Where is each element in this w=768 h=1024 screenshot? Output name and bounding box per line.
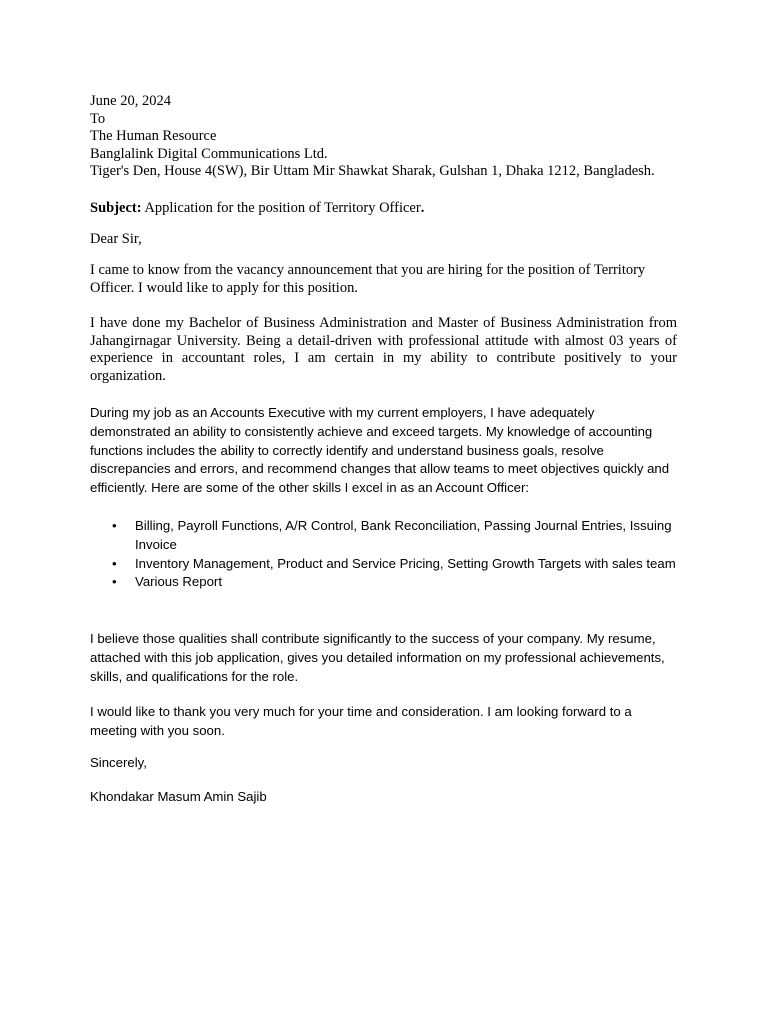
recipient-title: The Human Resource: [90, 128, 217, 145]
salutation: Dear Sir,: [90, 231, 142, 247]
to-line: To: [90, 110, 106, 127]
skill-item: [90, 517, 677, 555]
company-address: Tiger's Den, House 4(SW), Bir Uttam Mir Shawkat Sharak, Gulshan 1, Dhaka 1212, Bangladesh.: [90, 163, 655, 180]
letter-header: [90, 93, 677, 181]
skill-item: [90, 573, 677, 592]
closing: Sincerely,: [90, 755, 147, 770]
skill-item: [90, 555, 677, 574]
subject-label: Subject:: [90, 200, 142, 216]
paragraph-qualities: I believe those qualities shall contribute significantly to the success of your company. My resume, attached with this job application, gives you detailed information on my professional achievements, skills, and qualifications for the role.: [90, 631, 665, 684]
bullet-icon: •: [112, 518, 117, 533]
skill-text: Various Report: [135, 574, 222, 590]
paragraph-intro: I came to know from the vacancy announcement that you are hiring for the position of Territory Officer. I would like to apply for this position.: [90, 262, 646, 296]
bullet-icon: •: [112, 555, 117, 571]
signature-name: Khondakar Masum Amin Sajib: [90, 789, 267, 804]
paragraph-thanks: I would like to thank you very much for your time and consideration. I am looking forward to a meeting with you soon.: [90, 704, 632, 738]
bullet-icon: •: [112, 574, 117, 590]
skill-text: Billing, Payroll Functions, A/R Control, Bank Reconciliation, Passing Journal Entries, Issuing Invoice: [135, 518, 672, 552]
subject-text: Application for the position of Territory Officer: [144, 200, 421, 216]
subject-end: .: [420, 200, 425, 216]
paragraph-experience: During my job as an Accounts Executive with my current employers, I have adequately demonstrated an ability to consistently achieve and exceed targets. My knowledge of accounting functions includes the ability to correctly identify and understand business goals, resolve discrepancies and errors, and recommend changes that allow teams to meet objectives quickly and efficiently. Here are some of the other skills I excel in as an Account Officer:: [90, 405, 670, 496]
skill-text: Inventory Management, Product and Service Pricing, Setting Growth Targets with sales team: [135, 555, 676, 571]
skills-list: [90, 517, 677, 592]
paragraph-education: I have done my Bachelor of Business Administration and Master of Business Administration from Jahangirnagar University. Being a detail-driven with professional attitude with almost 03 years of experience in accountant roles, I am certain in my ability to contribute positively to your organization.: [90, 315, 677, 384]
letter-date: June 20, 2024: [90, 93, 171, 109]
subject-line: [90, 200, 677, 218]
company-name: Banglalink Digital Communications Ltd.: [90, 145, 328, 162]
